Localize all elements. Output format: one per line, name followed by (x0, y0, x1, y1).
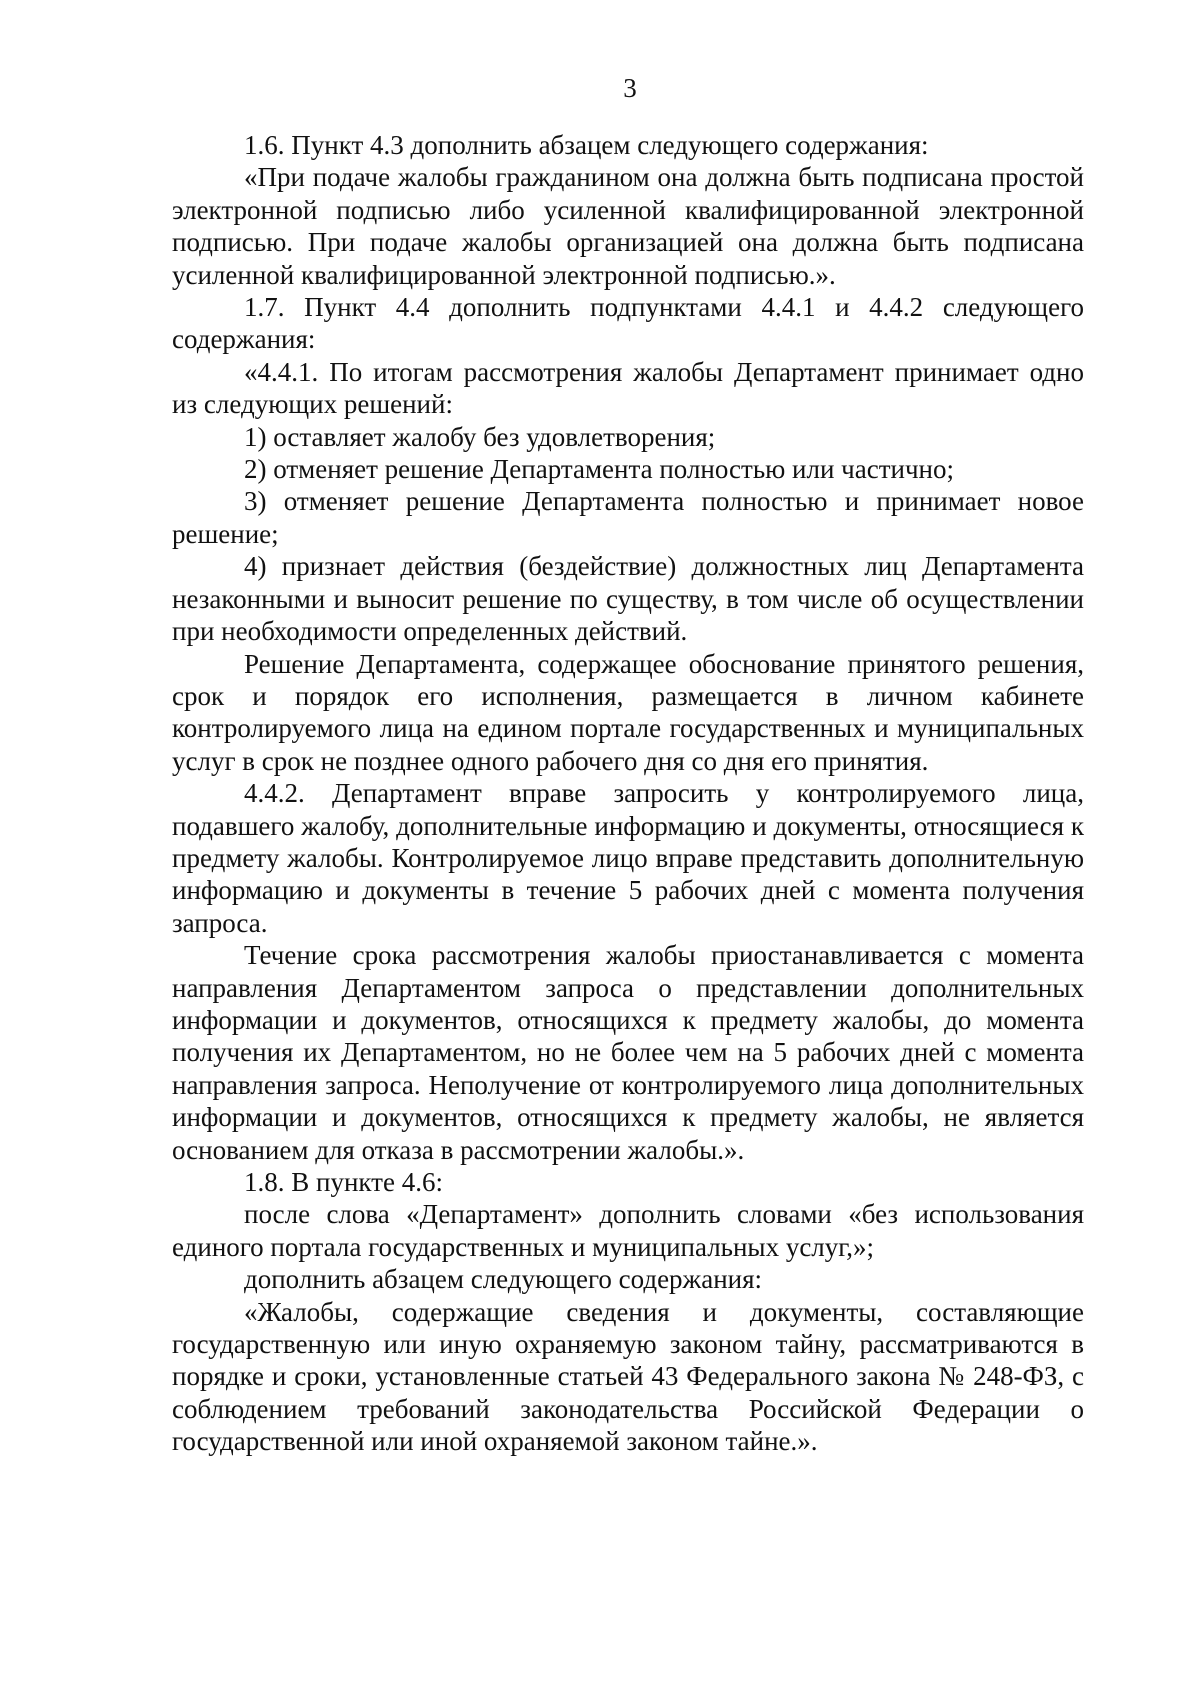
list-item-decision-1: 1) оставляет жалобу без удовлетворения; (244, 421, 716, 452)
list-item-decision-3: 3) отменяет решение Департамента полностью и принимает новое решение; (172, 486, 1084, 549)
paragraph-4-4-2: 4.4.2. Департамент вправе запросить у контролируемого лица, подавшего жалобу, дополнительные информацию и документы, относящиеся к предмету жалобы. Контролируемое лицо вправе представить дополнительную информацию и документы в течение 5 рабочих дней с момента получения запроса. (172, 778, 1084, 938)
paragraph-secret-complaints: «Жалобы, содержащие сведения и документы, составляющие государственную или иную охраняемую законом тайну, рассматриваются в порядке и сроки, установленные статьей 43 Федерального закона № 248-ФЗ, с соблюдением требований законодательства Российской Федерации о государственной или иной охраняемой законом тайне.». (172, 1296, 1084, 1457)
paragraph-term-suspension: Течение срока рассмотрения жалобы приостанавливается с момента направления Департаментом запроса о представлении дополнительных информации и документов, относящихся к предмету жалобы, до момента получения их Департаментом, но не более чем на 5 рабочих дней с момента направления запроса. Неполучение от контролируемого лица дополнительных информации и документов, относящихся к предмету жалобы, не является основанием для отказа в рассмотрении жалобы.». (172, 940, 1084, 1165)
paragraph-after-word: после слова «Департамент» дополнить словами «без использования единого портала государственных и муниципальных услуг,»; (172, 1199, 1084, 1262)
list-item-decision-2: 2) отменяет решение Департамента полностью или частично; (244, 454, 955, 485)
paragraph-1-7-heading: 1.7. Пункт 4.4 дополнить подпунктами 4.4.1 и 4.4.2 следующего содержания: (172, 292, 1084, 355)
document-body (172, 129, 1084, 1458)
paragraph-1-8-heading: 1.8. В пункте 4.6: (244, 1167, 443, 1197)
paragraph-complaint-signature: «При подаче жалобы гражданином она должна быть подписана простой электронной подписью либо усиленной квалифицированной электронной подписью. При подаче жалобы организацией она должна быть подписана усиленной квалифицированной электронной подписью.». (172, 162, 1084, 290)
paragraph-add-abzats: дополнить абзацем следующего содержания: (244, 1264, 763, 1295)
paragraph-decision-publication: Решение Департамента, содержащее обоснование принятого решения, срок и порядок его исполнения, размещается в личном кабинете контролируемого лица на едином портале государственных и муниципальных услуг в срок не позднее одного рабочего дня со дня его принятия. (172, 648, 1084, 776)
paragraph-4-4-1: «4.4.1. По итогам рассмотрения жалобы Департамент принимает одно из следующих решений: (172, 356, 1084, 420)
paragraph-1-6-heading: 1.6. Пункт 4.3 дополнить абзацем следующего содержания: (244, 130, 929, 160)
page-number: 3 (623, 73, 637, 103)
list-item-decision-4: 4) признает действия (бездействие) должностных лиц Департамента незаконными и выносит решение по существу, в том числе об осуществлении при необходимости определенных действий. (172, 551, 1084, 647)
